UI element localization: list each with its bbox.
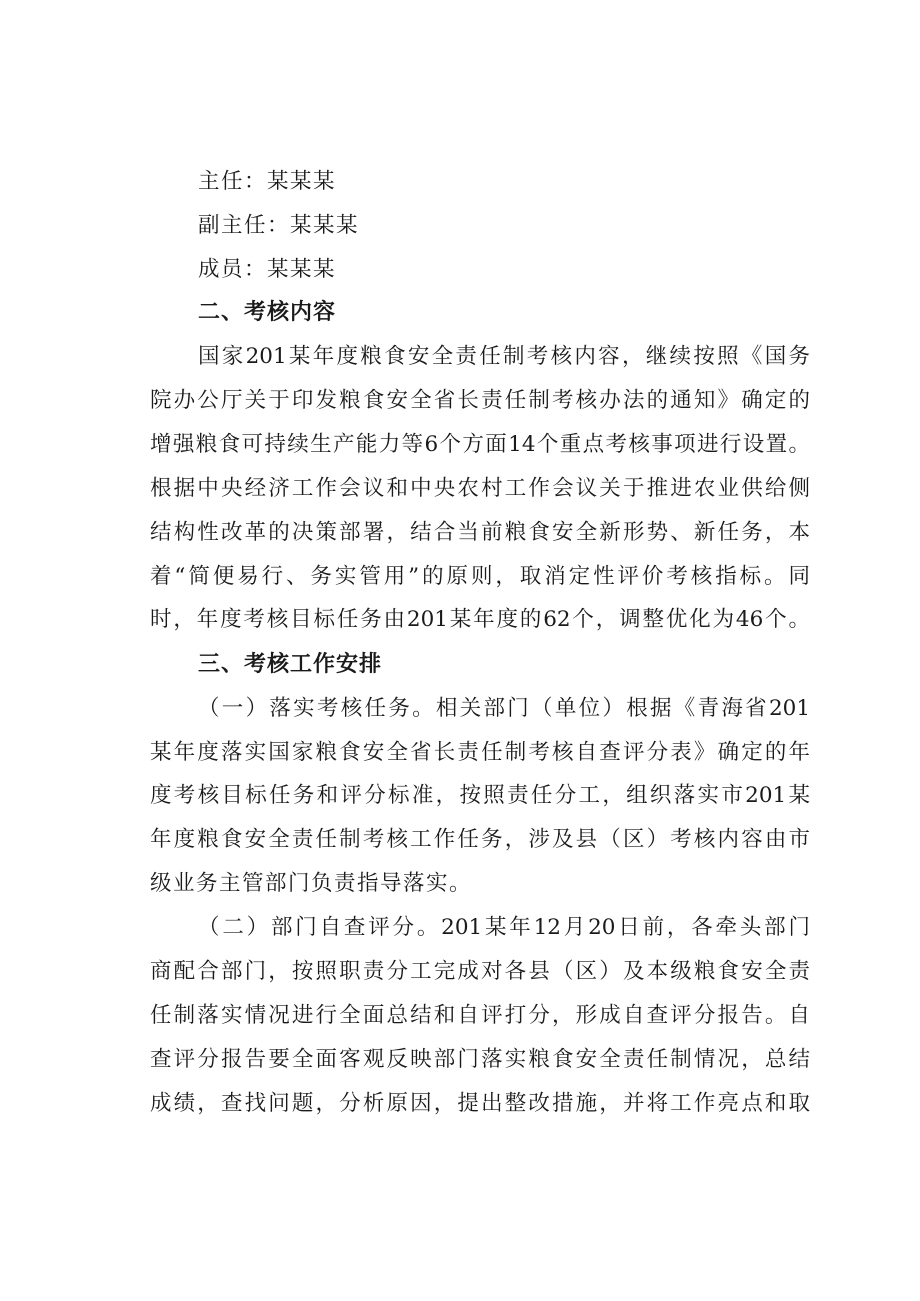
section-3-item-2-line-1: （二）部门自查评分。201某年12月20日前，各牵头部门 [198,915,810,940]
section-3-item-2-line-2: 商配合部门，按照职责分工完成对各县（区）及本级粮食安全责 [150,959,810,984]
section-3-item-1-line-3: 度考核目标任务和评分标准，按照责任分工，组织落实市201某 [150,783,810,808]
section-3-heading: 三、考核工作安排 [198,652,383,677]
section-2-line-3: 增强粮食可持续生产能力等6个方面14个重点考核事项进行设置。 [150,432,810,457]
section-3-item-2-line-5: 成绩，查找问题，分析原因，提出整改措施，并将工作亮点和取 [150,1091,810,1116]
section-2-line-4: 根据中央经济工作会议和中央农村工作会议关于推进农业供给侧 [150,476,810,501]
committee-director: 主任：某某某 [198,169,337,194]
section-3-item-2-line-3: 任制落实情况进行全面总结和自评打分，形成自查评分报告。自 [150,1003,810,1028]
section-3-item-1-line-5: 级业务主管部门负责指导落实。 [150,871,473,896]
section-2-line-6: 着“简便易行、务实管用”的原则，取消定性评价考核指标。同 [150,564,810,589]
section-3-item-1-line-2: 某年度落实国家粮食安全省长责任制考核自查评分表》确定的年 [150,740,810,765]
section-2-line-5: 结构性改革的决策部署，结合当前粮食安全新形势、新任务，本 [150,520,810,545]
section-2-line-7: 时，年度考核目标任务由201某年度的62个，调整优化为46个。 [150,607,810,632]
section-3-item-1-line-1: （一）落实考核任务。相关部门（单位）根据《青海省201 [198,696,810,721]
committee-members: 成员：某某某 [198,257,337,282]
section-2-heading: 二、考核内容 [198,300,337,325]
section-2-line-1: 国家201某年度粮食安全责任制考核内容，继续按照《国务 [198,344,810,369]
committee-deputy-director: 副主任：某某某 [198,213,360,238]
section-3-item-1-line-4: 年度粮食安全责任制考核工作任务，涉及县（区）考核内容由市 [150,827,810,852]
section-2-line-2: 院办公厅关于印发粮食安全省长责任制考核办法的通知》确定的 [150,388,810,413]
section-3-item-2-line-4: 查评分报告要全面客观反映部门落实粮食安全责任制情况，总结 [150,1047,810,1072]
